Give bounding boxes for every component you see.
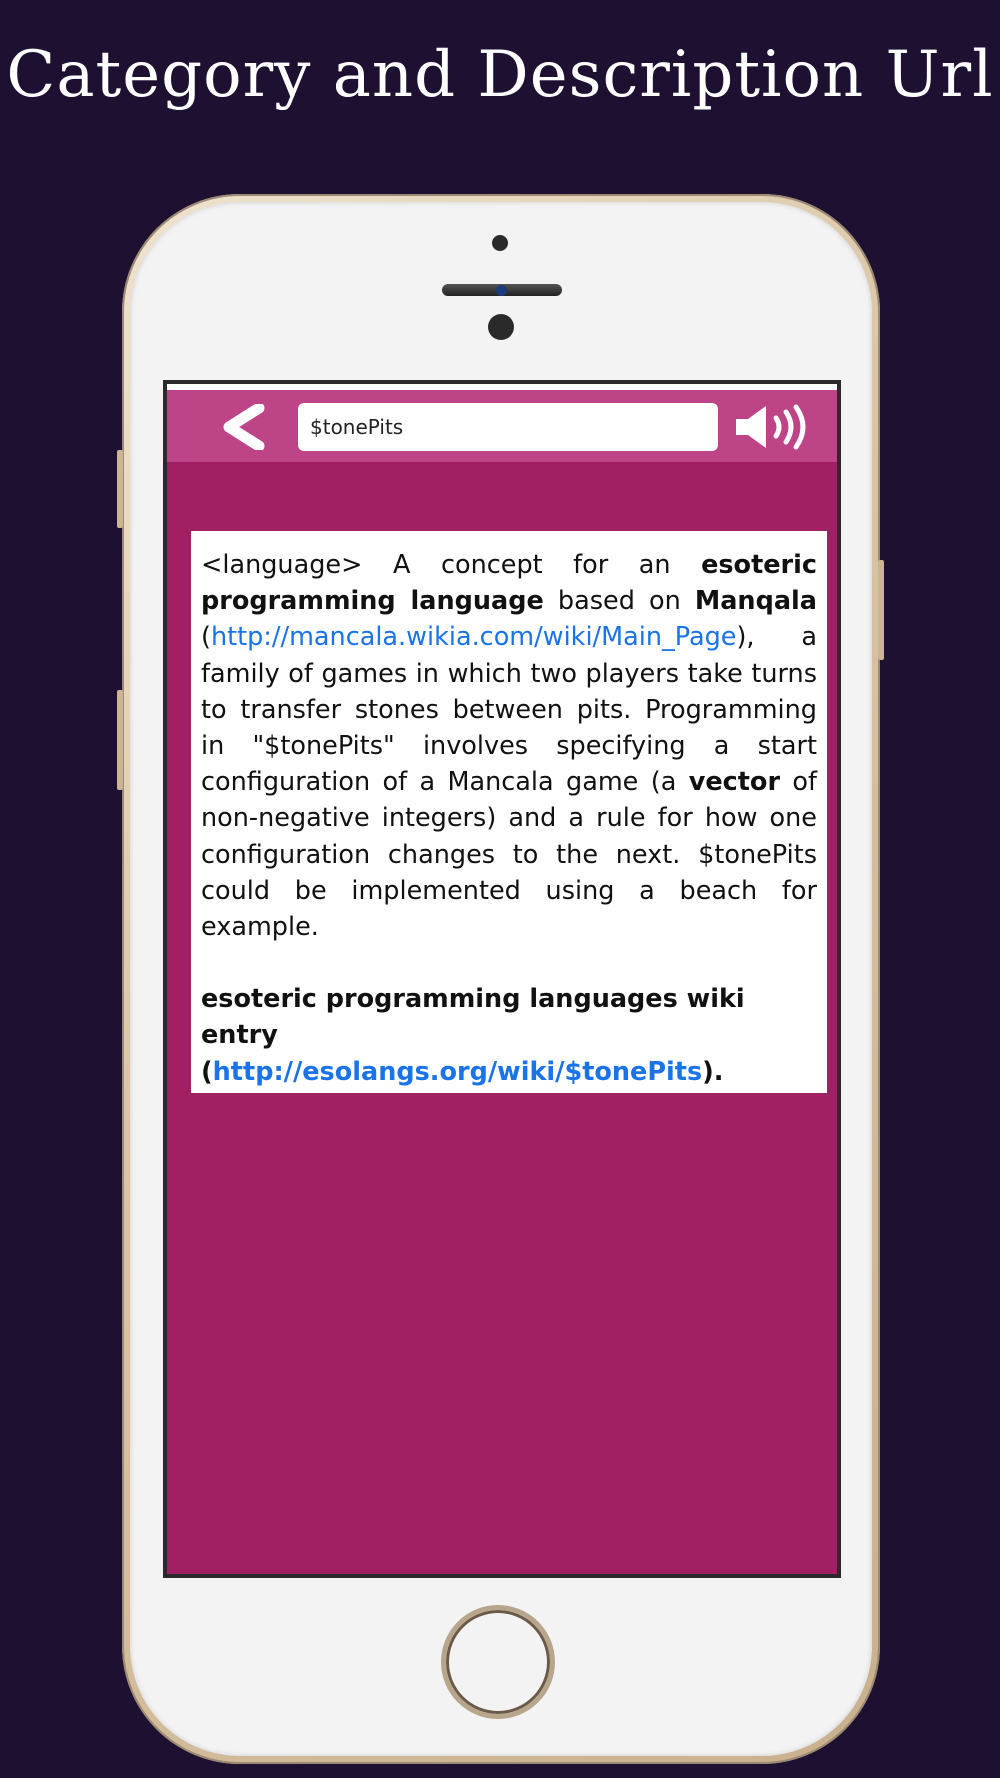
text-segment: ( (201, 1056, 213, 1087)
search-input[interactable] (298, 403, 718, 451)
phone-side-button-left-2 (117, 690, 123, 790)
mancala-wiki-link[interactable]: http://mancala.wikia.com/wiki/Main_Page (210, 622, 737, 653)
text-segment: based on (543, 586, 695, 617)
paragraph-gap (201, 945, 817, 981)
text-segment: of non-negative integers) and a rule for how one configuration changes to the next. $tonePits could be implemented using a beach for example. (201, 767, 817, 943)
esolangs-wiki-link[interactable]: http://esolangs.org/wiki/$tonePits (212, 1056, 703, 1087)
speaker-volume-icon (734, 404, 816, 450)
text-segment: ( (201, 622, 211, 653)
page-headline: Category and Description Url (6, 38, 994, 112)
bold-term: esoteric programming languages wiki entry (201, 984, 745, 1051)
home-button[interactable] (441, 1605, 555, 1719)
description-paragraph (201, 547, 817, 945)
front-sensor (488, 314, 514, 340)
phone-side-button-right (878, 560, 884, 660)
text-segment: <language> A concept for an (201, 550, 702, 580)
bold-term: Manqala (694, 586, 817, 617)
description-card (191, 531, 827, 1093)
reference-paragraph (201, 981, 817, 1090)
back-button[interactable] (215, 404, 271, 450)
app-screen (163, 380, 841, 1578)
top-toolbar (167, 390, 837, 462)
phone-side-button-left-1 (117, 450, 123, 528)
proximity-sensor (496, 285, 507, 296)
bold-term: esoteric programming language (201, 550, 817, 617)
chevron-left-icon (215, 404, 271, 450)
bold-term: vector (688, 767, 781, 798)
text-segment: ). (702, 1056, 724, 1087)
text-segment: ), a family of games in which two players take turns to transfer stones between pits. Programming in "$tonePits" involves specifying a start configuration of a Mancala game (a (201, 622, 817, 798)
front-camera (492, 235, 508, 251)
speak-button[interactable] (734, 404, 816, 450)
